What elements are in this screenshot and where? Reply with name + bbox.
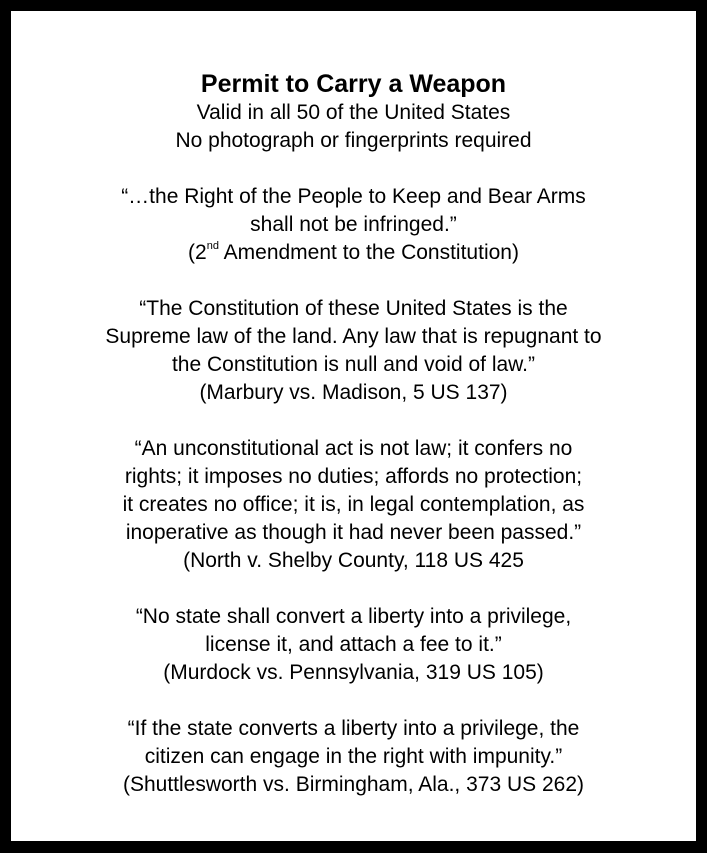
subtitle-line-2: No photograph or fingerprints required <box>175 129 532 152</box>
quote-line: “If the state converts a liberty into a privilege, the <box>127 717 580 740</box>
quote-citation <box>11 239 696 267</box>
quote-citation: (North v. Shelby County, 118 US 425 <box>183 549 524 572</box>
spacer <box>11 267 696 295</box>
citation-superscript: nd <box>206 240 219 252</box>
quote-citation: (Shuttlesworth vs. Birmingham, Ala., 373 US 262) <box>122 773 585 796</box>
quote-line: “…the Right of the People to Keep and Bear Arms <box>121 185 586 208</box>
spacer <box>11 155 696 183</box>
quote-line: “No state shall convert a liberty into a privilege, <box>135 605 572 628</box>
quote-marbury <box>11 295 696 407</box>
quote-line: inoperative as though it had never been passed.” <box>125 521 582 544</box>
spacer <box>11 575 696 603</box>
quote-line: citizen can engage in the right with impunity.” <box>144 745 563 768</box>
quote-citation: (Murdock vs. Pennsylvania, 319 US 105) <box>163 661 544 684</box>
quote-line: “The Constitution of these United States is the <box>139 297 568 320</box>
spacer <box>11 687 696 715</box>
quote-shuttlesworth <box>11 715 696 799</box>
citation-suffix: Amendment to the Constitution) <box>218 241 519 264</box>
permit-title: Permit to Carry a Weapon <box>200 70 507 98</box>
quote-murdock <box>11 603 696 687</box>
permit-content <box>11 11 696 799</box>
quote-citation: (Marbury vs. Madison, 5 US 137) <box>199 381 508 404</box>
quote-north-shelby <box>11 435 696 575</box>
quote-line: rights; it imposes no duties; affords no protection; <box>124 465 583 488</box>
spacer <box>11 407 696 435</box>
quote-line: Supreme law of the land. Any law that is repugnant to <box>105 325 602 348</box>
quote-line: license it, and attach a fee to it.” <box>205 633 502 656</box>
subtitle-line-1: Valid in all 50 of the United States <box>196 101 511 124</box>
quote-line: the Constitution is null and void of law.” <box>171 353 536 376</box>
quote-line: it creates no office; it is, in legal contemplation, as <box>122 493 585 516</box>
quote-line: “An unconstitutional act is not law; it confers no <box>134 437 573 460</box>
quote-second-amendment <box>11 183 696 267</box>
citation-prefix: (2 <box>188 241 207 264</box>
quote-line: shall not be infringed.” <box>250 213 457 236</box>
permit-card <box>11 11 696 841</box>
